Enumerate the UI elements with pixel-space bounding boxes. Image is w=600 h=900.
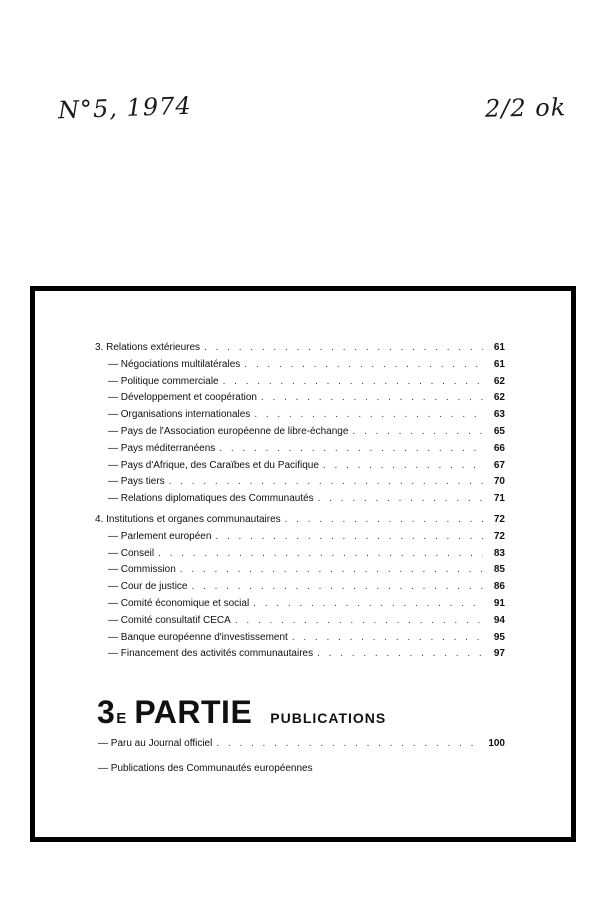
toc-leader-dots	[244, 359, 483, 370]
toc-entry[interactable]	[95, 409, 505, 426]
toc-label: — Parlement européen	[108, 530, 212, 542]
part-number: 3	[97, 694, 116, 730]
toc-label: — Commission	[108, 564, 176, 576]
toc-label: — Paru au Journal officiel	[98, 738, 213, 749]
toc-section-3	[95, 342, 505, 510]
toc-entry[interactable]	[98, 738, 505, 755]
toc-page-number: 86	[493, 581, 505, 593]
toc-entry[interactable]	[95, 548, 505, 565]
toc-label: — Organisations internationales	[108, 409, 251, 421]
toc-entry[interactable]	[95, 426, 505, 443]
part-word: PARTIE	[134, 694, 253, 730]
toc-label: — Relations diplomatiques des Communautés	[108, 493, 314, 505]
toc-page-number: 63	[493, 409, 505, 421]
toc-leader-dots	[219, 443, 483, 454]
toc-label: — Développement et coopération	[108, 392, 257, 404]
toc-page-number: 83	[493, 547, 505, 559]
part-subtitle: PUBLICATIONS	[270, 710, 387, 726]
toc-label: — Pays méditerranéens	[108, 442, 216, 454]
toc-label: — Pays de l'Association européenne de libre-échange	[108, 425, 349, 437]
toc-leader-dots	[204, 342, 483, 353]
toc-page-number: 62	[493, 392, 505, 404]
toc-page-number: 61	[493, 358, 505, 370]
toc-label: — Conseil	[108, 547, 155, 559]
toc-page-number: 91	[493, 597, 505, 609]
toc-leader-dots	[216, 738, 483, 749]
toc-leader-dots	[215, 531, 483, 542]
toc-entry[interactable]	[95, 632, 505, 649]
toc-leader-dots	[352, 426, 483, 437]
toc-page-number: 94	[493, 614, 505, 626]
toc-leader-dots	[191, 581, 483, 592]
toc-entry[interactable]	[95, 615, 505, 632]
toc-page-number: 85	[493, 564, 505, 576]
toc-leader-dots	[323, 460, 483, 471]
toc-label: — Cour de justice	[108, 581, 188, 593]
toc-entry[interactable]	[95, 531, 505, 548]
toc-entry[interactable]	[98, 763, 505, 780]
toc-entry[interactable]	[95, 359, 505, 376]
toc-section-title[interactable]	[95, 514, 505, 531]
toc-leader-dots	[254, 409, 483, 420]
toc-label: — Financement des activités communautaires	[108, 648, 314, 660]
toc-entry[interactable]	[95, 598, 505, 615]
toc-label: — Comité consultatif CECA	[108, 614, 231, 626]
toc-page-number: 67	[493, 459, 505, 471]
toc-label: 4. Institutions et organes communautaires	[95, 514, 281, 525]
toc-entry[interactable]	[95, 493, 505, 510]
handwritten-issue-note: N°5, 1974	[57, 91, 193, 125]
toc-entry[interactable]	[95, 443, 505, 460]
toc-entry[interactable]	[95, 564, 505, 581]
toc-entry[interactable]	[95, 376, 505, 393]
toc-label: — Comité économique et social	[108, 597, 250, 609]
toc-page-number: 71	[493, 493, 505, 505]
toc-page-number: 100	[488, 738, 505, 749]
toc-leader-dots	[261, 392, 483, 403]
toc-entry[interactable]	[95, 581, 505, 598]
toc-leader-dots	[285, 514, 483, 525]
toc-leader-dots	[180, 564, 483, 575]
toc-page-number: 70	[493, 476, 505, 488]
toc-section-4	[95, 514, 505, 665]
toc-page-number: 72	[493, 514, 505, 525]
toc-page-number: 62	[493, 375, 505, 387]
toc-label: — Pays tiers	[108, 476, 165, 488]
toc-leader-dots	[253, 598, 483, 609]
toc-label: — Politique commerciale	[108, 375, 219, 387]
toc-entry[interactable]	[95, 392, 505, 409]
toc-entry[interactable]	[95, 476, 505, 493]
part-3-heading	[97, 694, 386, 731]
toc-page-number: 72	[493, 530, 505, 542]
toc-label: — Publications des Communautés européennes	[98, 762, 313, 774]
handwritten-check-note: 2/2 ok	[484, 93, 567, 123]
toc-leader-dots	[317, 648, 483, 659]
toc-leader-dots	[223, 376, 483, 387]
toc-part-3	[98, 738, 505, 780]
toc-page-number: 66	[493, 442, 505, 454]
toc-leader-dots	[158, 548, 483, 559]
toc-leader-dots	[235, 615, 483, 626]
toc-entry[interactable]	[95, 460, 505, 477]
toc-label: — Pays d'Afrique, des Caraïbes et du Pacifique	[108, 459, 319, 471]
toc-label: 3. Relations extérieures	[95, 342, 201, 353]
toc-page-number: 97	[493, 648, 505, 660]
toc-page-number: 61	[493, 342, 505, 353]
toc-page-number: 95	[493, 631, 505, 643]
toc-page-number: 65	[493, 425, 505, 437]
toc-leader-dots	[169, 476, 483, 487]
toc-entry[interactable]	[95, 648, 505, 665]
toc-label: — Banque européenne d'investissement	[108, 631, 288, 643]
toc-label: — Négociations multilatérales	[108, 358, 241, 370]
toc-section-title[interactable]	[95, 342, 505, 359]
part-number-superscript: E	[116, 710, 127, 727]
toc-leader-dots	[292, 632, 483, 643]
toc-leader-dots	[318, 493, 483, 504]
